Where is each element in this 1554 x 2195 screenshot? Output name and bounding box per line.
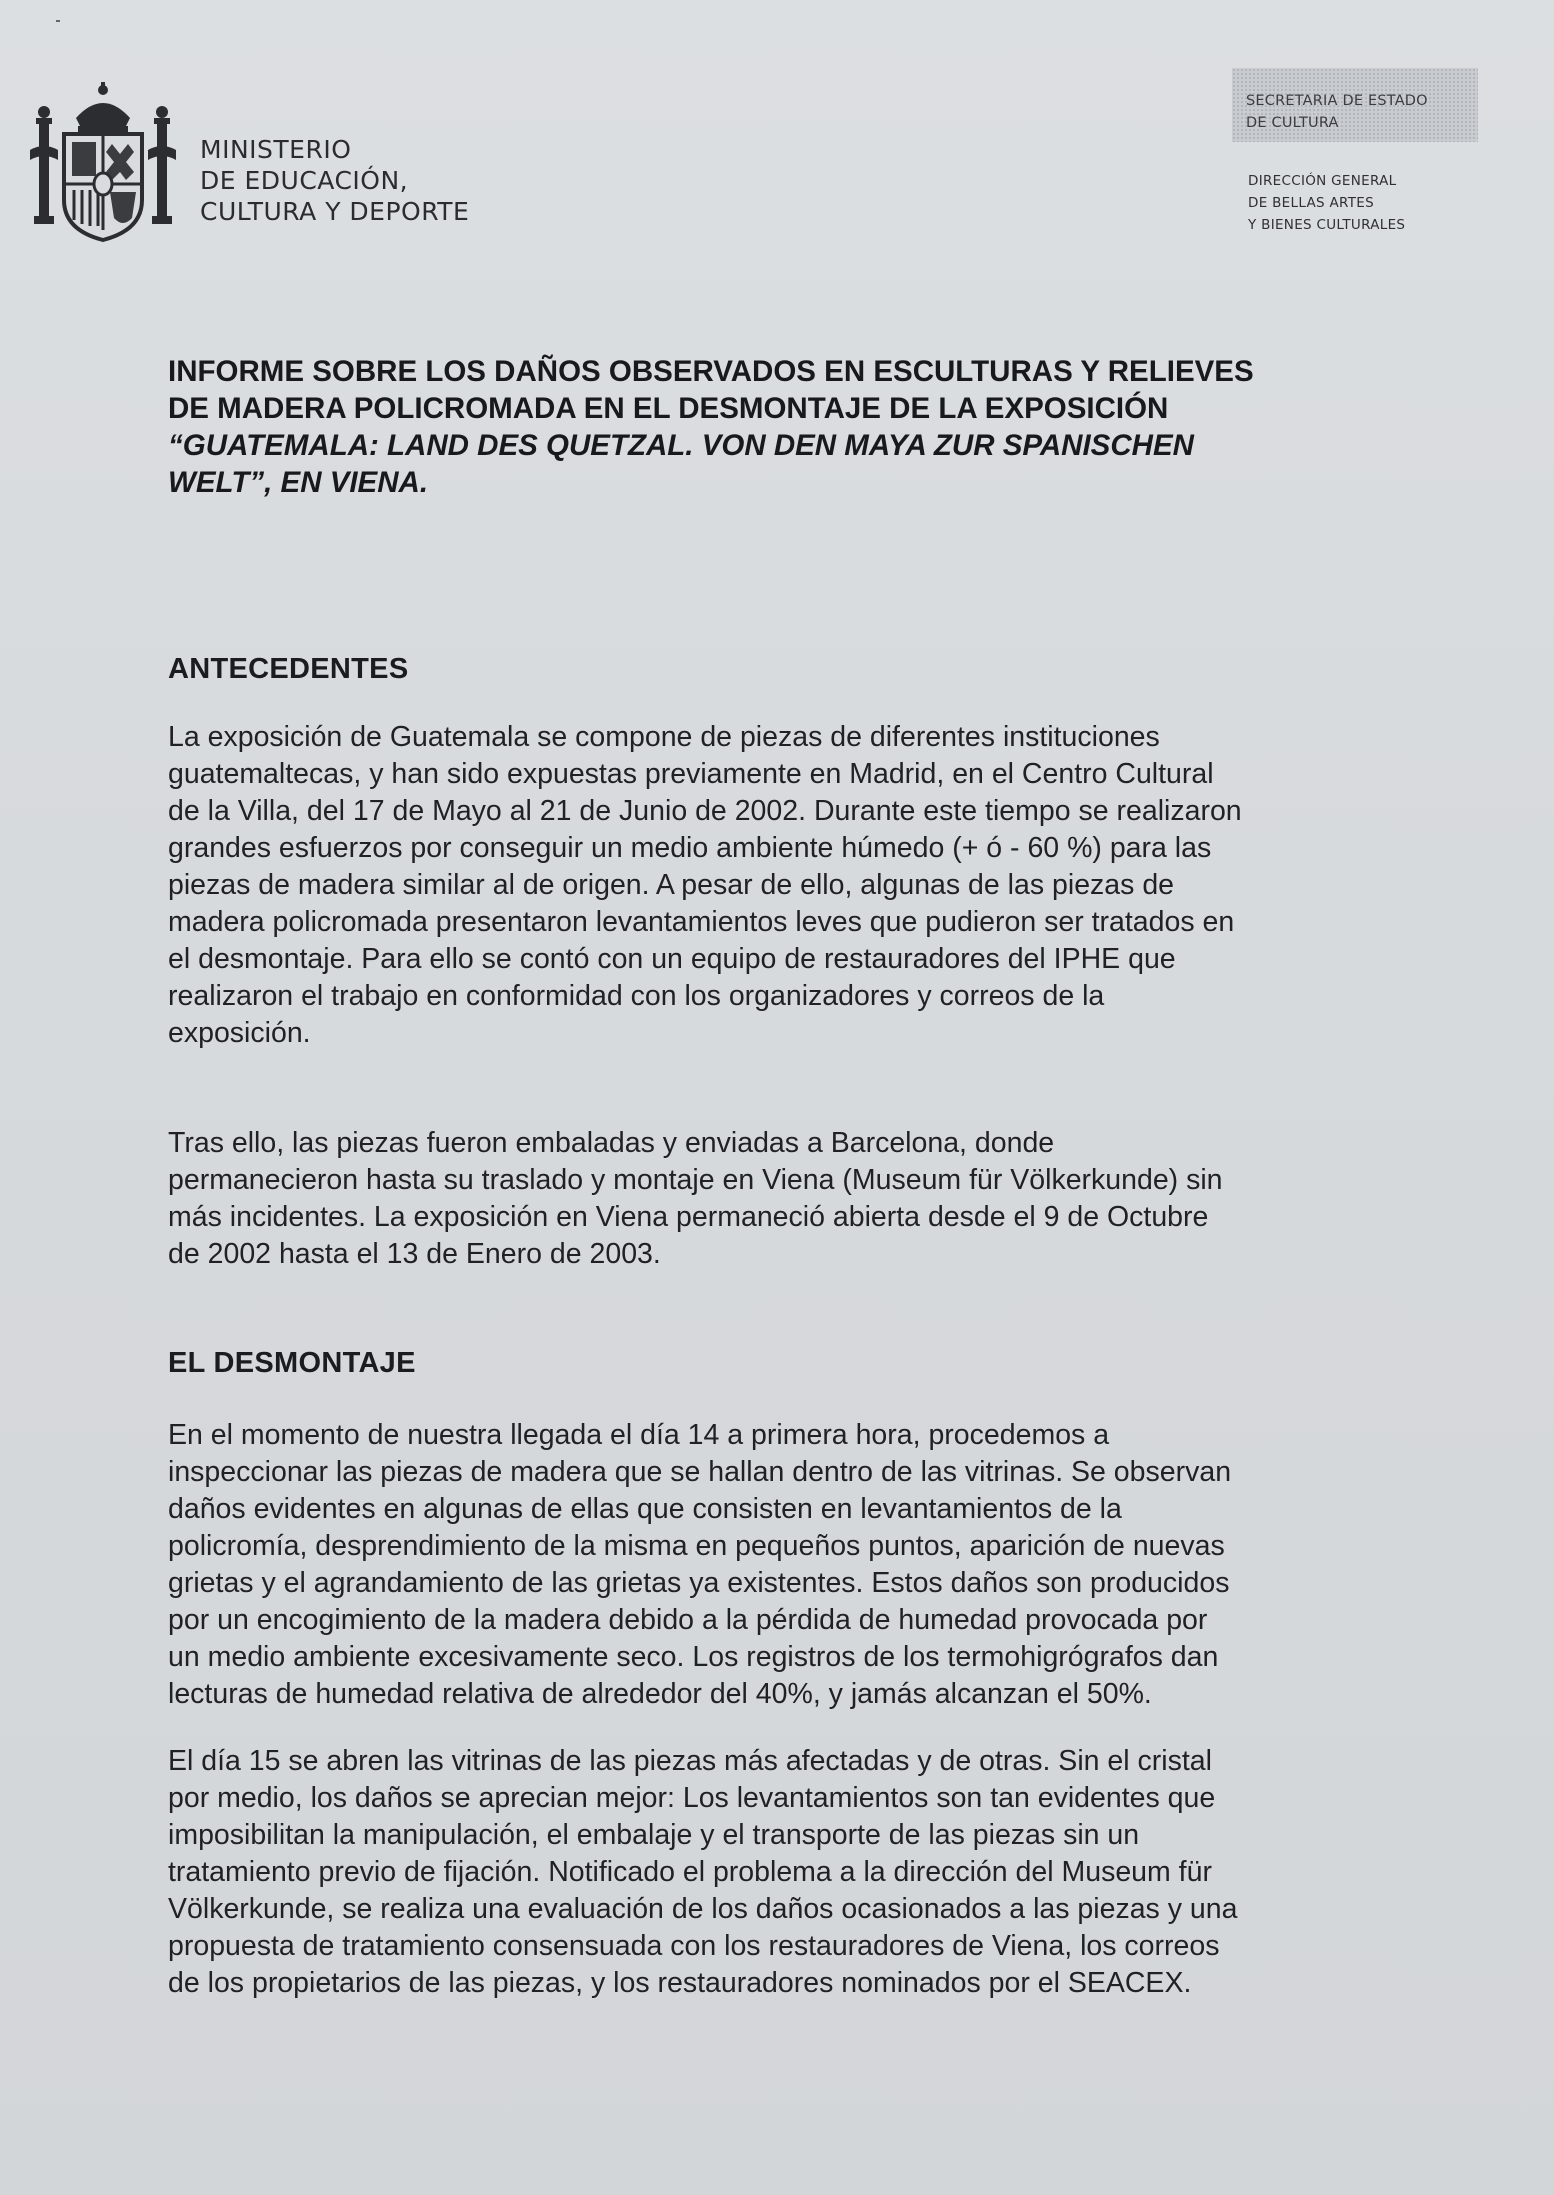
para-line: policromía, desprendimiento de la misma en pequeños puntos, aparición de nuevas: [168, 1530, 1225, 1562]
secretaria-stamp: [1232, 68, 1478, 142]
paragraph-desmontaje-2: [168, 1743, 1418, 2002]
para-line: El día 15 se abren las vitrinas de las piezas más afectadas y de otras. Sin el cristal: [168, 1745, 1212, 1777]
para-line: por un encogimiento de la madera debido a la pérdida de humedad provocada por: [168, 1604, 1208, 1636]
para-line: de los propietarios de las piezas, y los restauradores nominados por el SEACEX.: [168, 1967, 1192, 1999]
ministry-line-1: MINISTERIO: [200, 135, 352, 164]
coat-of-arms-icon: [28, 80, 178, 250]
ministry-line-3: CULTURA Y DEPORTE: [200, 197, 470, 226]
paragraph-antecedentes-2: [168, 1125, 1418, 1273]
para-line: exposición.: [168, 1017, 311, 1049]
para-line: imposibilitan la manipulación, el embalaje y el transporte de las piezas sin un: [168, 1819, 1140, 1851]
title-line-4: WELT”, EN VIENA.: [168, 466, 429, 499]
para-line: En el momento de nuestra llegada el día 14 a primera hora, procedemos a: [168, 1419, 1110, 1451]
para-line: guatemaltecas, y han sido expuestas previamente en Madrid, en el Centro Cultural: [168, 758, 1214, 790]
ministry-name: [200, 134, 469, 227]
paragraph-desmontaje-1: [168, 1417, 1418, 1713]
para-line: de la Villa, del 17 de Mayo al 21 de Junio de 2002. Durante este tiempo se realizaron: [168, 795, 1242, 827]
para-line: grietas y el agrandamiento de las grietas ya existentes. Estos daños son producidos: [168, 1567, 1230, 1599]
direccion-line-3: Y BIENES CULTURALES: [1248, 217, 1406, 233]
para-line: piezas de madera similar al de origen. A pesar de ello, algunas de las piezas de: [168, 869, 1175, 901]
title-line-2: DE MADERA POLICROMADA EN EL DESMONTAJE DE LA EXPOSICIÓN: [168, 392, 1169, 425]
scan-speck: [56, 20, 60, 22]
para-line: inspeccionar las piezas de madera que se hallan dentro de las vitrinas. Se observan: [168, 1456, 1232, 1488]
direccion-general: [1248, 170, 1405, 236]
para-line: por medio, los daños se aprecian mejor: Los levantamientos son tan evidentes que: [168, 1782, 1216, 1814]
para-line: tratamiento previo de fijación. Notificado el problema a la dirección del Museum für: [168, 1856, 1212, 1888]
ministry-line-2: DE EDUCACIÓN,: [200, 166, 409, 195]
para-line: La exposición de Guatemala se compone de piezas de diferentes instituciones: [168, 721, 1160, 753]
para-line: grandes esfuerzos por conseguir un medio ambiente húmedo (+ ó - 60 %) para las: [168, 832, 1212, 864]
para-line: propuesta de tratamiento consensuada con los restauradores de Viena, los correos: [168, 1930, 1220, 1962]
para-line: Tras ello, las piezas fueron embaladas y enviadas a Barcelona, donde: [168, 1127, 1055, 1159]
report-title: [168, 353, 1398, 501]
direccion-line-1: DIRECCIÓN GENERAL: [1248, 173, 1397, 189]
title-line-3: “GUATEMALA: LAND DES QUETZAL. VON DEN MAYA ZUR SPANISCHEN: [168, 429, 1194, 462]
para-line: permanecieron hasta su traslado y montaje en Viena (Museum für Völkerkunde) sin: [168, 1164, 1223, 1196]
secretaria-line-2: DE CULTURA: [1246, 115, 1339, 131]
para-line: realizaron el trabajo en conformidad con los organizadores y correos de la: [168, 980, 1105, 1012]
para-line: el desmontaje. Para ello se contó con un equipo de restauradores del IPHE que: [168, 943, 1176, 975]
para-line: más incidentes. La exposición en Viena permaneció abierta desde el 9 de Octubre: [168, 1201, 1209, 1233]
direccion-line-2: DE BELLAS ARTES: [1248, 195, 1374, 211]
para-line: madera policromada presentaron levantamientos leves que pudieron ser tratados en: [168, 906, 1235, 938]
heading-antecedentes: ANTECEDENTES: [168, 653, 409, 685]
heading-desmontaje: EL DESMONTAJE: [168, 1347, 416, 1379]
para-line: de 2002 hasta el 13 de Enero de 2003.: [168, 1238, 661, 1270]
para-line: un medio ambiente excesivamente seco. Los registros de los termohigrógrafos dan: [168, 1641, 1219, 1673]
title-line-1: INFORME SOBRE LOS DAÑOS OBSERVADOS EN ESCULTURAS Y RELIEVES: [168, 355, 1254, 388]
para-line: lecturas de humedad relativa de alrededor del 40%, y jamás alcanzan el 50%.: [168, 1678, 1152, 1710]
paragraph-antecedentes-1: [168, 719, 1418, 1052]
para-line: daños evidentes en algunas de ellas que consisten en levantamientos de la: [168, 1493, 1122, 1525]
secretaria-line-1: SECRETARIA DE ESTADO: [1246, 93, 1428, 109]
para-line: Völkerkunde, se realiza una evaluación de los daños ocasionados a las piezas y una: [168, 1893, 1238, 1925]
